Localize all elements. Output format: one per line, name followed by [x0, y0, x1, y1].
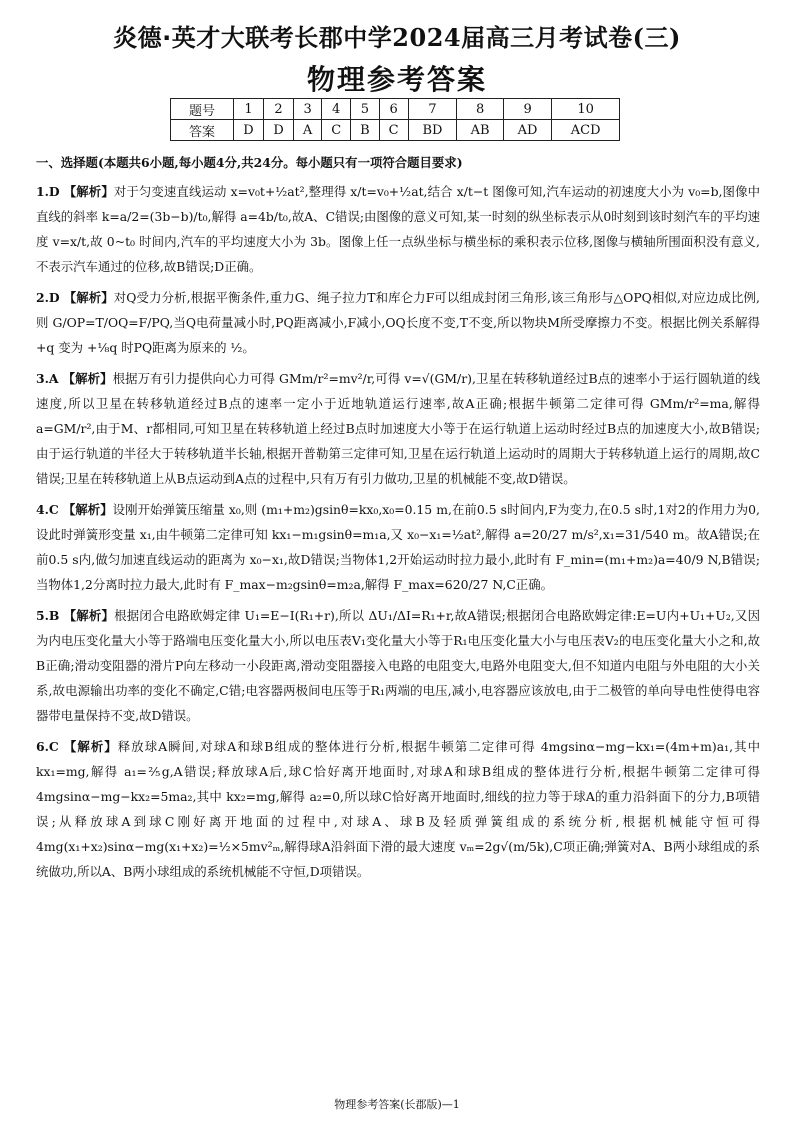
solution-tag: 【解析】 — [62, 371, 113, 386]
solution-number: 2.D — [36, 290, 60, 305]
answer-cell: D — [234, 120, 264, 141]
row-label-answer: 答案 — [171, 120, 234, 141]
solution-item — [36, 366, 760, 491]
solution-item — [36, 179, 760, 279]
solution-item — [36, 734, 760, 884]
solution-number: 3.A — [36, 371, 59, 386]
question-number-cell: 1 — [234, 99, 264, 120]
answer-table-number-row — [171, 99, 620, 120]
question-number-cell: 5 — [351, 99, 379, 120]
answer-cell: D — [264, 120, 294, 141]
answer-cell: A — [294, 120, 322, 141]
answer-cell: C — [379, 120, 408, 141]
solution-text: 根据万有引力提供向心力可得 GMm/r²=mv²/r,可得 v=√(GM/r),卫星在转移轨道经过B点的速率小于运行圆轨道的线速度,所以卫星在转移轨道经过B点的速率一定小于近地轨道运行速率,故A正确;根据牛顿第二定律可得 GMm/r²=ma,解得 a=GM/r²,由于M、r都相同,可知卫星在转移轨道上经过B点时加速度大小等于在运行轨道上运动时经过B点的加速度大小,故B错误;由于运行轨道的半径大于转移轨道半长轴,根据开普勒第三定律可知,卫星在运行轨道上运动时的周期大于转移轨道上运行的周期,故C错误;卫星在转移轨道上从B点运动到A点的过程中,只有万有引力做功,卫星的机械能不变,故D错误。 — [36, 371, 760, 486]
question-number-cell: 4 — [322, 99, 351, 120]
solution-tag: 【解析】 — [63, 290, 114, 305]
solution-item — [36, 497, 760, 597]
document-subtitle: 物理参考答案 — [306, 63, 487, 96]
question-number-cell: 7 — [408, 99, 457, 120]
answer-table — [170, 98, 620, 141]
solution-text: 对于匀变速直线运动 x=v₀t+½at²,整理得 x/t=v₀+½at,结合 x/t−t 图像可知,汽车运动的初速度大小为 v₀=b,图像中直线的斜率 k=a/2=(3b−b)/t₀,解得 a=4b/t₀,故A、C错误;由图像的意义可知,某一时刻的纵坐标表示从0时刻到该时刻汽车的平均速度 v=x/t,故 0~t₀ 时间内,汽车的平均速度大小为 3b。图像上任一点纵坐标与横坐标的乘积表示位移,图像与横轴所围面积没有意义,不表示汽车通过的位移,故B错误;D正确。 — [36, 184, 760, 274]
brand-name: 炎德·英才大联考 — [113, 24, 295, 52]
solution-number: 6.C — [36, 739, 59, 754]
answer-cell: ACD — [552, 120, 620, 141]
question-number-cell: 2 — [264, 99, 294, 120]
exam-title — [0, 18, 794, 53]
page-footer: 物理参考答案(长郡版)—1 — [334, 1098, 460, 1111]
answer-cell: AB — [457, 120, 504, 141]
question-number-cell: 3 — [294, 99, 322, 120]
question-number-cell: 9 — [503, 99, 551, 120]
solution-text: 设刚开始弹簧压缩量 x₀,则 (m₁+m₂)gsinθ=kx₀,x₀=0.15 m,在前0.5 s时间内,F为变力,在0.5 s时,1对2的作用力为0,设此时弹簧形变量 x₁,由牛顿第二定律可知 kx₁−m₁gsinθ=m₁a,又 x₀−x₁=½at²,解得 a=20/27 m/s²,x₁=31/540 m。故A错误;在前0.5 s内,做匀加速直线运动的距离为 x₀−x₁,故D错误;当物体1,2开始运动时拉力最小,此时有 F_min=(m₁+m₂)a=40/9 N,B错误;当物体1,2分离时拉力最大,此时有 F_max−m₂gsinθ=m₂a,解得 F_max=620/27 N,C正确。 — [36, 502, 760, 592]
solution-item — [36, 285, 760, 360]
answer-cell: B — [351, 120, 379, 141]
answer-cell: BD — [408, 120, 457, 141]
solution-tag: 【解析】 — [63, 739, 118, 754]
answer-cell: C — [322, 120, 351, 141]
answer-table-answer-row — [171, 120, 620, 141]
section-heading: 一、选择题(本题共6小题,每小题4分,共24分。每小题只有一项符合题目要求) — [36, 155, 463, 170]
solution-text: 根据闭合电路欧姆定律 U₁=E−I(R₁+r),所以 ΔU₁/ΔI=R₁+r,故A错误;根据闭合电路欧姆定律:E=U内+U₁+U₂,又因为内电压变化量大小等于路端电压变化量大小,所以电压表V₁变化量大小等于R₁电压变化量大小与电压表V₂的电压变化量大小之和,故B正确;滑动变阻器的滑片P向左移动一小段距离,滑动变阻器接入电路的电阻变大,电路外电阻变大,但不知道内电阻与外电阻的大小关系,故电源输出功率的变化不确定,C错;电容器两极间电压等于R₁两端的电压,减小,电容器应该放电,由于二极管的单向导电性使得电容器带电量保持不变,故D错误。 — [36, 608, 760, 723]
solution-number: 4.C — [36, 502, 59, 517]
solutions-content — [36, 150, 760, 890]
exam-title-text: 长郡中学2024届高三月考试卷(三) — [294, 23, 681, 52]
question-number-cell: 8 — [457, 99, 504, 120]
solution-tag: 【解析】 — [63, 184, 114, 199]
row-label-number: 题号 — [171, 99, 234, 120]
solution-tag: 【解析】 — [62, 502, 113, 517]
solution-text: 释放球A瞬间,对球A和球B组成的整体进行分析,根据牛顿第二定律可得 4mgsinα−mg−kx₁=(4m+m)a₁,其中 kx₁=mg,解得 a₁=⅖g,A错误;释放球A后,球C恰好离开地面时,对球A和球B组成的整体进行分析,根据牛顿第二定律可得 4mgsinα−mg−kx₂=5ma₂,其中 kx₂=mg,解得 a₂=0,所以球C恰好离开地面时,细线的拉力等于球A的重力沿斜面下的分力,B项错误;从释放球A到球C刚好离开地面的过程中,对球A、球B及轻质弹簧组成的系统分析,根据机械能守恒可得 4mg(x₁+x₂)sinα−mg(x₁+x₂)=½×5mv²ₘ,解得球A沿斜面下滑的最大速度 vₘ=2g√(m/5k),C项正确;弹簧对A、B两小球组成的系统做功,所以A、B两小球组成的系统机械能不守恒,D项错误。 — [36, 739, 760, 879]
solution-tag: 【解析】 — [63, 608, 115, 623]
solution-text: 对Q受力分析,根据平衡条件,重力G、绳子拉力T和库仑力F可以组成封闭三角形,该三角形与△OPQ相似,对应边成比例,则 G/OP=T/OQ=F/PQ,当Q电荷量减小时,PQ距离减小,F减小,OQ长度不变,T不变,所以物块M所受摩擦力不变。根据比例关系解得 +q 变为 +⅛q 时PQ距离为原来的 ½。 — [36, 290, 760, 355]
question-number-cell: 6 — [379, 99, 408, 120]
question-list — [36, 179, 760, 884]
solution-number: 5.B — [36, 608, 60, 623]
solution-number: 1.D — [36, 184, 60, 199]
solution-item — [36, 603, 760, 728]
question-number-cell: 10 — [552, 99, 620, 120]
answer-cell: AD — [503, 120, 551, 141]
